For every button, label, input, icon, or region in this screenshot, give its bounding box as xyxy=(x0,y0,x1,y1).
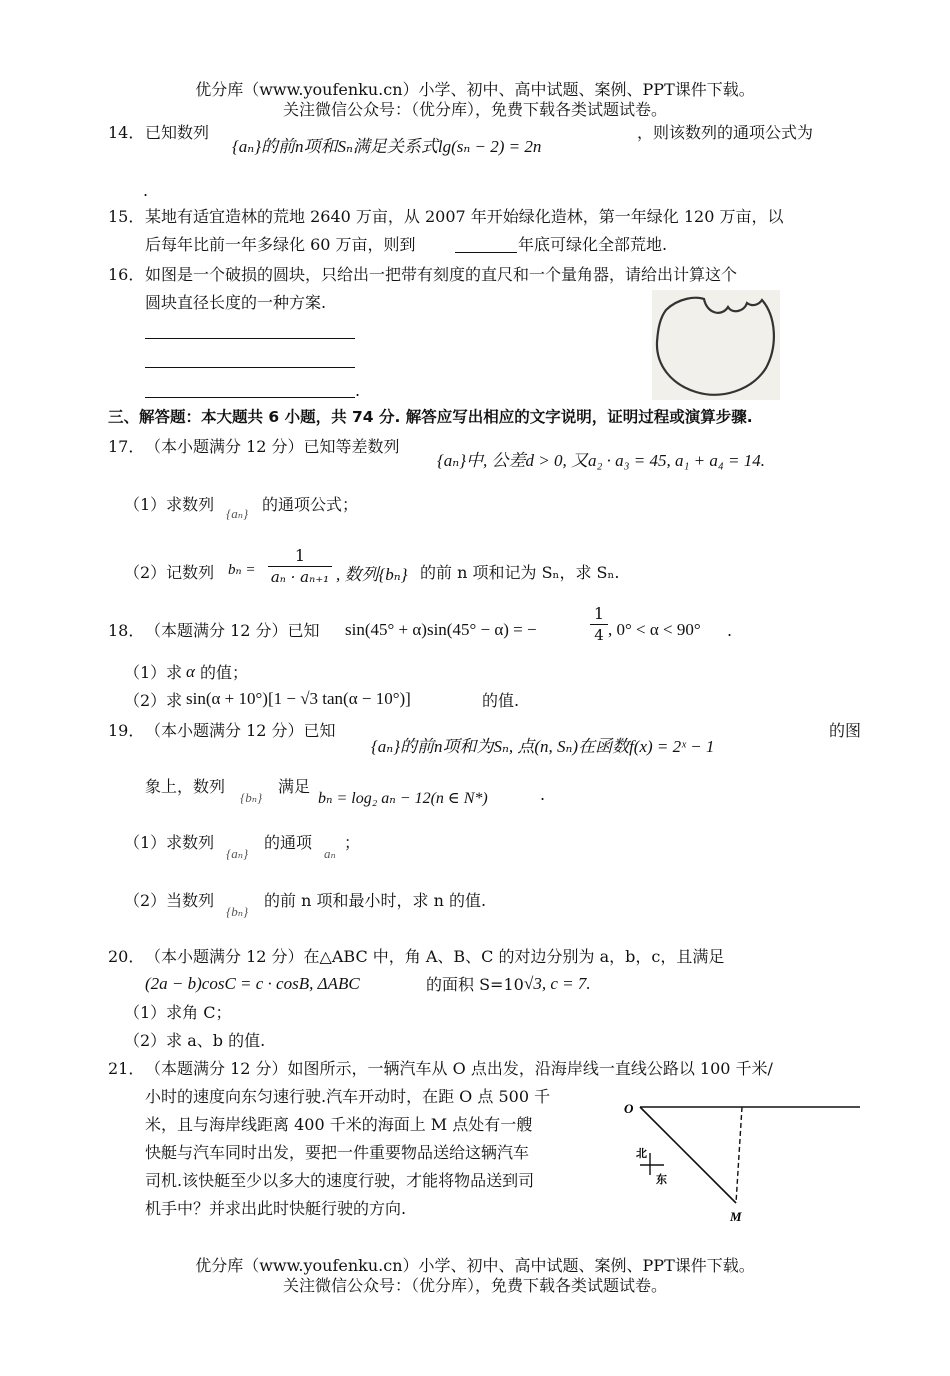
q19-part-1-math-1: {aₙ} xyxy=(226,846,249,861)
q21-line-3: 米，且与海岸线距离 400 千米的海面上 M 点处有一艘 xyxy=(145,1115,533,1134)
q20-line-1: （本小题满分 12 分）在△ABC 中，角 A、B、C 的对边分别为 a，b，c，且满足 xyxy=(145,947,725,966)
header-line-2: 关注微信公众号：（优分库），免费下载各类试题试卷。 xyxy=(282,100,667,119)
q18-pre: （本题满分 12 分）已知 xyxy=(145,621,320,640)
q20-part-1: （1）求角 C； xyxy=(124,1003,232,1022)
q21-line-2: 小时的速度向东匀速行驶.汽车开动时，在距 O 点 500 千 xyxy=(145,1087,551,1106)
q21-line-6: 机手中？并求出此时快艇行驶的方向. xyxy=(145,1199,407,1218)
q18-fraction xyxy=(590,604,608,645)
q18-fraction-numerator: 1 xyxy=(590,604,608,625)
q20-line-2-math-2: √3, c = 7. xyxy=(524,974,591,993)
q19-part-1-math-2: aₙ xyxy=(324,846,336,861)
q17-part-2-math-2: , 数列{bₙ} xyxy=(336,565,408,584)
q16-line-1: 如图是一个破损的圆块，只给出一把带有刻度的直尺和一个量角器，请给出计算这个 xyxy=(145,265,738,284)
q16-answer-line-1 xyxy=(145,338,355,339)
fig-label-north: 北 xyxy=(636,1147,647,1160)
q19-part-2a: （2）当数列 xyxy=(124,891,215,910)
q19-line-2b: 满足 xyxy=(278,777,311,796)
q18-math-2: , 0° < α < 90° xyxy=(608,620,701,639)
q14-end: . xyxy=(143,181,149,200)
section-3-title: 三、解答题：本大题共 6 小题，共 74 分. 解答应写出相应的文字说明，证明过程或演算步骤. xyxy=(108,408,753,426)
q17-part-1a: （1）求数列 xyxy=(124,495,215,514)
q18-end: . xyxy=(727,621,733,640)
q17-fraction-denominator: aₙ · aₙ₊₁ xyxy=(270,568,330,586)
q19-post: 的图 xyxy=(829,721,862,740)
q18-math-1: sin(45° + α)sin(45° − α) = − xyxy=(345,620,537,639)
q19-part-1b: 的通项 xyxy=(264,833,313,852)
q15-line-2a: 后每年比前一年多绿化 60 万亩，则到 xyxy=(145,235,416,254)
q19-part-1c: ； xyxy=(344,833,361,852)
q17-part-2a: （2）记数列 xyxy=(124,563,215,582)
q20-part-2: （2）求 a、b 的值. xyxy=(124,1031,266,1050)
coast-figure xyxy=(620,1095,870,1225)
q19-pre: （本小题满分 12 分）已知 xyxy=(145,721,336,740)
q20-line-2-math: (2a − b)cosC = c · cosB, ΔABC xyxy=(145,974,360,993)
q19-line-2-math-2: bₙ = log₂ aₙ − 12(n ∈ N*) xyxy=(318,790,488,807)
q18-number: 18． xyxy=(108,621,145,640)
q17-number: 17． xyxy=(108,437,145,456)
q19-part-2-math: {bₙ} xyxy=(226,904,249,919)
q19-number: 19． xyxy=(108,721,145,740)
q17-part-1b: 的通项公式； xyxy=(262,495,359,514)
q14-number: 14． xyxy=(108,123,145,142)
q17-pre: （本小题满分 12 分）已知等差数列 xyxy=(145,437,400,456)
header-line-1: 优分库（www.youfenku.cn）小学、初中、高中试题、案例、PPT课件下载。 xyxy=(195,80,755,99)
q16-number: 16． xyxy=(108,265,145,284)
line-o-to-m xyxy=(640,1107,736,1203)
q18-part-2a: （2）求 xyxy=(124,691,183,710)
q14-post: ，则该数列的通项公式为 xyxy=(637,123,814,142)
q18-part-2-math: sin(α + 10°)[1 − √3 tan(α − 10°)] xyxy=(186,689,411,708)
q21-line-4: 快艇与汽车同时出发，要把一件重要物品送给这辆汽车 xyxy=(145,1143,530,1162)
q19-part-1a: （1）求数列 xyxy=(124,833,215,852)
q16-answer-line-3 xyxy=(145,397,355,398)
q18-part-1a: （1）求 xyxy=(124,663,183,682)
q17-part-2-math-1: bₙ = xyxy=(228,562,256,578)
q17-fraction-numerator: 1 xyxy=(268,546,332,567)
q18-part-2b: 的值. xyxy=(482,691,520,710)
q17-part-1-math: {aₙ} xyxy=(226,506,249,521)
q19-math: {aₙ}的前n项和为Sₙ, 点(n, Sₙ)在函数f(x) = 2ˣ − 1 xyxy=(371,737,715,756)
q15-line-1: 某地有适宜造林的荒地 2640 万亩，从 2007 年开始绿化造林，第一年绿化 120 万亩，以 xyxy=(145,207,784,226)
q18-fraction-denominator: 4 xyxy=(594,626,604,644)
q19-part-2b: 的前 n 项和最小时，求 n 的值. xyxy=(264,891,487,910)
q15-line-2b: 年底可绿化全部荒地. xyxy=(518,235,668,254)
fig-label-east: 东 xyxy=(656,1173,667,1186)
q19-line-2a: 象上，数列 xyxy=(145,777,226,796)
q19-line-2-math-1: {bₙ} xyxy=(240,790,263,805)
q15-number: 15． xyxy=(108,207,145,226)
q18-part-1b: 的值； xyxy=(200,663,249,682)
q14-math: {aₙ}的前n项和Sₙ满足关系式lg(sₙ − 2) = 2n xyxy=(232,137,542,156)
q19-line-2c: . xyxy=(540,785,546,804)
broken-disc-figure xyxy=(652,290,780,400)
fig-label-m: M xyxy=(730,1209,742,1224)
fig-label-o: O xyxy=(624,1101,634,1116)
q16-line-2: 圆块直径长度的一种方案. xyxy=(145,293,327,312)
footer-line-2: 关注微信公众号：（优分库），免费下载各类试题试卷。 xyxy=(282,1276,667,1295)
q17-math: {aₙ}中, 公差d > 0, 又a₂ · a₃ = 45, a₁ + a₄ = 14. xyxy=(437,451,766,470)
q17-fraction xyxy=(268,546,332,587)
q15-answer-blank xyxy=(455,236,517,253)
footer-line-1: 优分库（www.youfenku.cn）小学、初中、高中试题、案例、PPT课件下载。 xyxy=(195,1256,755,1275)
q16-answer-line-2 xyxy=(145,367,355,368)
dashed-perpendicular xyxy=(736,1107,742,1203)
q20-number: 20． xyxy=(108,947,145,966)
q21-number: 21． xyxy=(108,1059,145,1078)
q21-line-5: 司机.该快艇至少以多大的速度行驶，才能将物品送到司 xyxy=(145,1171,535,1190)
q20-line-2a: 的面积 S=10 xyxy=(426,975,524,994)
q21-line-1: （本题满分 12 分）如图所示，一辆汽车从 O 点出发，沿海岸线一直线公路以 100 千米/ xyxy=(145,1059,773,1078)
q14-pre: 已知数列 xyxy=(145,123,210,142)
q16-end: . xyxy=(355,381,361,400)
q18-part-1-math: α xyxy=(186,662,195,681)
q17-part-2b: 的前 n 项和记为 Sₙ，求 Sₙ. xyxy=(420,563,620,582)
